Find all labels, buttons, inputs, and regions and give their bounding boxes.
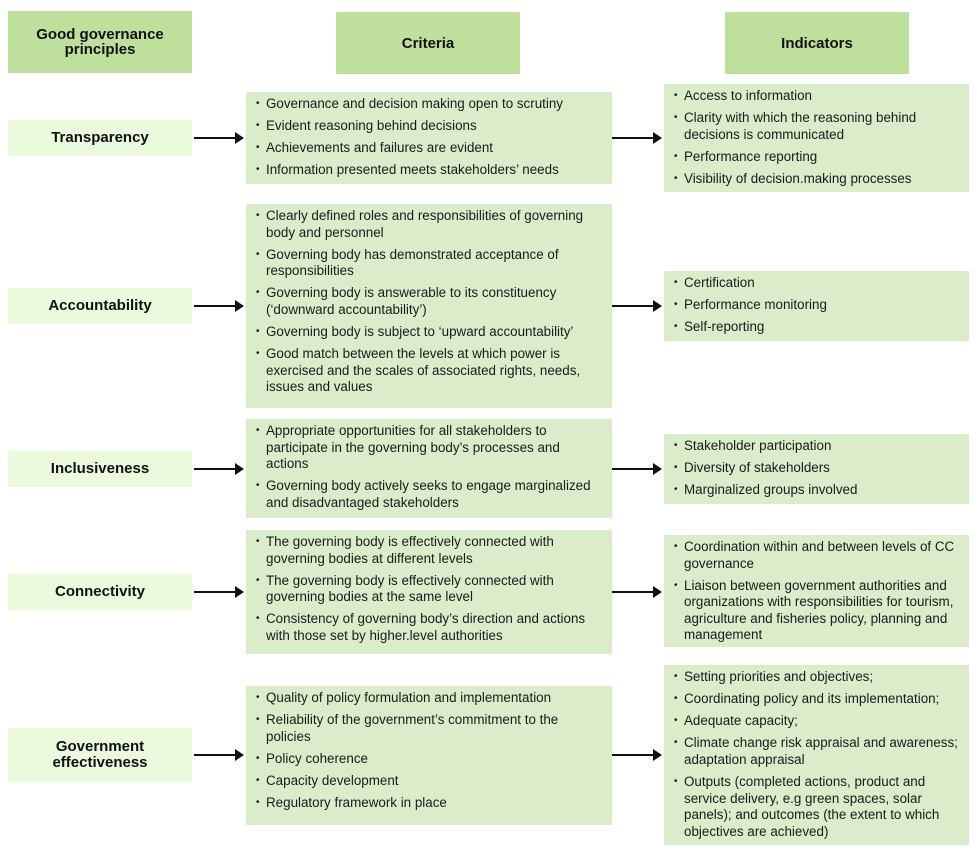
indicator-item: • Climate change risk appraisal and awareness; adaptation appraisal xyxy=(674,735,961,768)
indicators-connectivity xyxy=(664,535,969,647)
criteria-item: • The governing body is effectively connected with governing bodies at the same level xyxy=(256,573,604,606)
header-indicators xyxy=(725,12,909,74)
criteria-item: • Governing body has demonstrated acceptance of responsibilities xyxy=(256,247,604,280)
arrow-icon xyxy=(612,468,660,470)
criteria-item: • Information presented meets stakeholders’ needs xyxy=(256,162,604,179)
indicators-accountability xyxy=(664,271,969,341)
header-principles xyxy=(8,11,192,73)
indicator-item: • Setting priorities and objectives; xyxy=(674,669,961,686)
criteria-item: • Capacity development xyxy=(256,773,604,790)
indicator-item: • Stakeholder participation xyxy=(674,438,961,455)
criteria-inclusiveness xyxy=(246,419,612,518)
principle-label: Inclusiveness xyxy=(50,460,150,477)
criteria-item: • Governing body actively seeks to engage marginalized and disadvantaged stakeholders xyxy=(256,478,604,511)
header-principles-label: Good governance principles xyxy=(36,26,164,58)
indicator-item: • Performance reporting xyxy=(674,149,961,166)
criteria-item: • Governing body is answerable to its constituency (‘downward accountability’) xyxy=(256,285,604,318)
principle-inclusiveness xyxy=(8,451,192,487)
arrow-icon xyxy=(612,754,660,756)
indicators-transparency xyxy=(664,84,969,192)
criteria-item: • Reliability of the government’s commitment to the policies xyxy=(256,712,604,745)
criteria-connectivity xyxy=(246,530,612,654)
criteria-transparency xyxy=(246,92,612,184)
criteria-item: • Governing body is subject to ‘upward accountability’ xyxy=(256,324,604,341)
header-criteria xyxy=(336,12,520,74)
indicator-item: • Diversity of stakeholders xyxy=(674,460,961,477)
criteria-item: • Policy coherence xyxy=(256,751,604,768)
indicator-item: • Performance monitoring xyxy=(674,297,961,314)
header-indicators-label: Indicators xyxy=(781,34,853,52)
criteria-item: • Governance and decision making open to scrutiny xyxy=(256,96,604,113)
arrow-icon xyxy=(194,591,242,593)
criteria-government-effectiveness xyxy=(246,686,612,825)
principle-label: Connectivity xyxy=(54,583,145,600)
indicator-item: • Clarity with which the reasoning behind decisions is communicated xyxy=(674,110,961,143)
principle-connectivity xyxy=(8,574,192,610)
indicator-item: • Adequate capacity; xyxy=(674,713,961,730)
criteria-item: • Appropriate opportunities for all stakeholders to participate in the governing body’s processes and actions xyxy=(256,423,604,473)
criteria-item: • Achievements and failures are evident xyxy=(256,140,604,157)
principle-label: Government effectiveness xyxy=(52,738,148,771)
arrow-icon xyxy=(612,591,660,593)
criteria-accountability xyxy=(246,204,612,408)
arrow-icon xyxy=(612,137,660,139)
indicator-item: • Coordinating policy and its implementation; xyxy=(674,691,961,708)
arrow-icon xyxy=(194,468,242,470)
indicators-government-effectiveness xyxy=(664,665,969,845)
criteria-item: • Evident reasoning behind decisions xyxy=(256,118,604,135)
indicator-item: • Access to information xyxy=(674,88,961,105)
indicator-item: • Marginalized groups involved xyxy=(674,482,961,499)
arrow-icon xyxy=(612,305,660,307)
criteria-item: • Quality of policy formulation and implementation xyxy=(256,690,604,707)
indicator-item: • Liaison between government authorities and organizations with responsibilities for tourism, agriculture and fisheries policy, planning and management xyxy=(674,578,961,644)
arrow-icon xyxy=(194,305,242,307)
indicator-item: • Outputs (completed actions, product and service delivery, e.g green spaces, solar panels); and outcomes (the extent to which objectives are achieved) xyxy=(674,774,961,840)
indicator-item: • Visibility of decision.making processes xyxy=(674,171,961,188)
principle-label: Transparency xyxy=(51,129,149,146)
criteria-item: • Clearly defined roles and responsibilities of governing body and personnel xyxy=(256,208,604,241)
criteria-item: • Consistency of governing body’s direction and actions with those set by higher.level authorities xyxy=(256,611,604,644)
principle-label: Accountability xyxy=(48,297,152,314)
criteria-item: • Regulatory framework in place xyxy=(256,795,604,812)
indicator-item: • Certification xyxy=(674,275,961,292)
header-criteria-label: Criteria xyxy=(401,34,455,52)
criteria-item: • Good match between the levels at which power is exercised and the scales of associated rights, needs, issues and values xyxy=(256,346,604,396)
arrow-icon xyxy=(194,137,242,139)
principle-accountability xyxy=(8,288,192,324)
indicator-item: • Self-reporting xyxy=(674,319,961,336)
indicator-item: • Coordination within and between levels of CC governance xyxy=(674,539,961,572)
arrow-icon xyxy=(194,754,242,756)
principle-government-effectiveness xyxy=(8,728,192,782)
indicators-inclusiveness xyxy=(664,434,969,504)
criteria-item: • The governing body is effectively connected with governing bodies at different levels xyxy=(256,534,604,567)
principle-transparency xyxy=(8,120,192,156)
